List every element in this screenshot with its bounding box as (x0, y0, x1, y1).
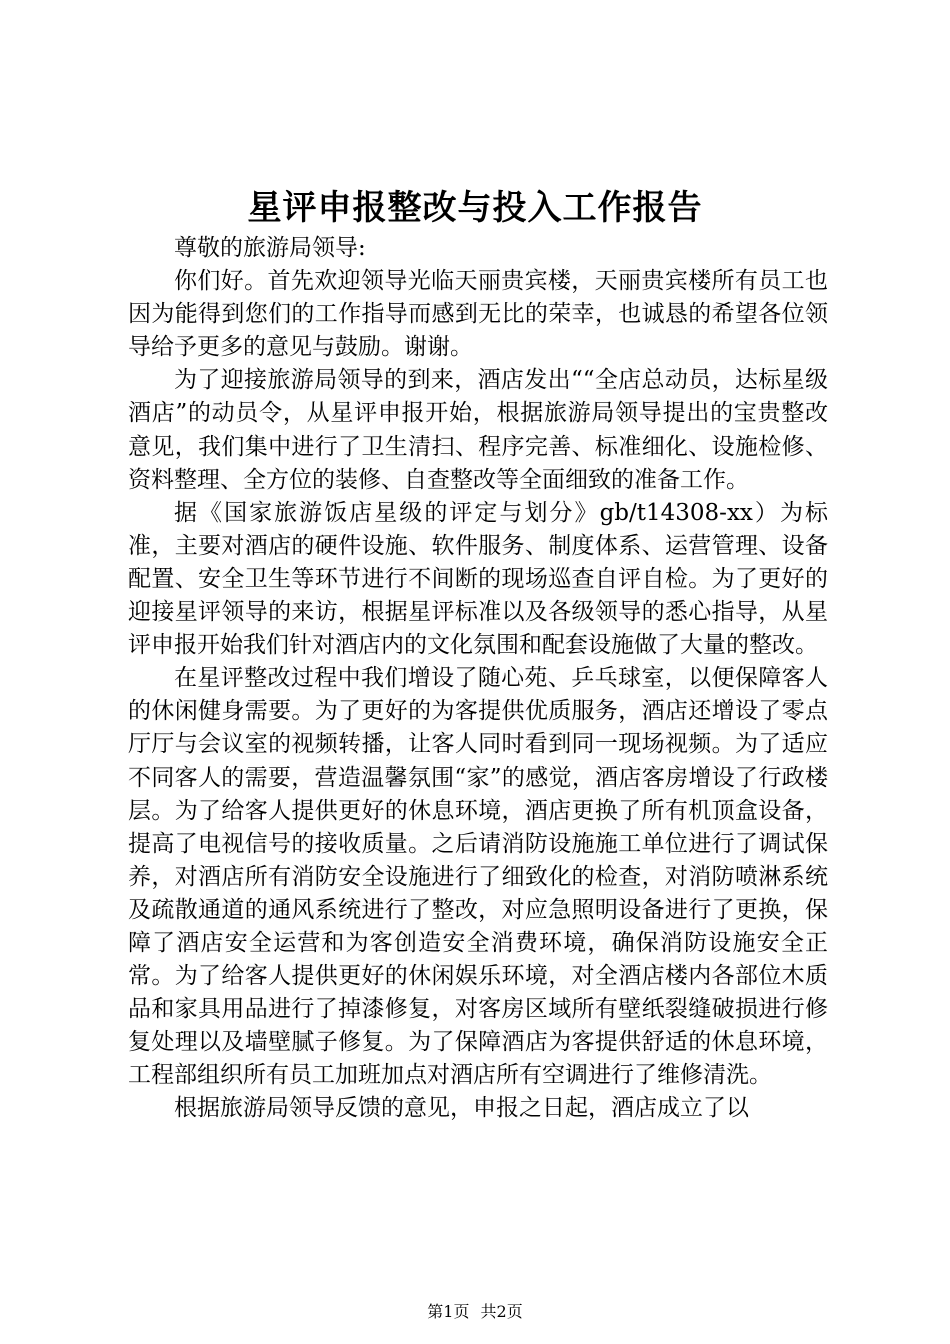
paragraph-standard: 据《国家旅游饭店星级的评定与划分》gb/t14308-xx）为标准，主要对酒店的硬件设施、软件服务、制度体系、运营管理、设备配置、安全卫生等环节进行不间断的现场巡查自评自检。为了更好的迎接星评领导的来访，根据星评标准以及各级领导的悉心指导，从星评申报开始我们针对酒店内的文化氛围和配套设施做了大量的整改。 (128, 499, 828, 659)
page-footer: 第1页 共2页 (427, 1302, 523, 1321)
paragraph-rectification: 在星评整改过程中我们增设了随心苑、乒乓球室，以便保障客人的休闲健身需要。为了更好的为客提供优质服务，酒店还增设了零点厅厅与会议室的视频转播，让客人同时看到同一现场视频。为了适应不同客人的需要，营造温馨氛围“家”的感觉，酒店客房增设了行政楼层。为了给客人提供更好的休息环境，酒店更换了所有机顶盒设备，提高了电视信号的接收质量。之后请消防设施施工单位进行了调试保养，对酒店所有消防安全设施进行了细致化的检查，对消防喷淋系统及疏散通道的通风系统进行了整改，对应急照明设备进行了更换，保障了酒店安全运营和为客创造安全消费环境，确保消防设施安全正常。为了给客人提供更好的休闲娱乐环境，对全酒店楼内各部位木质品和家具用品进行了掉漆修复，对客房区域所有壁纸裂缝破损进行修复处理以及墙壁腻子修复。为了保障酒店为客提供舒适的休息环境，工程部组织所有员工加班加点对酒店所有空调进行了维修清洗。 (128, 665, 828, 1089)
salutation: 尊敬的旅游局领导: (174, 235, 366, 261)
document-title: 星评申报整改与投入工作报告 (247, 188, 703, 228)
paragraph-preparation: 为了迎接旅游局领导的到来，酒店发出““全店总动员，达标星级酒店”的动员令，从星评申报开始，根据旅游局领导提出的宝贵整改意见，我们集中进行了卫生清扫、程序完善、标准细化、设施检修、资料整理、全方位的装修、自查整改等全面细致的准备工作。 (128, 367, 828, 493)
document-body (128, 232, 828, 1126)
paragraph-feedback: 根据旅游局领导反馈的意见，申报之日起，酒店成立了以 (174, 1095, 749, 1122)
paragraph-greeting: 你们好。首先欢迎领导光临天丽贵宾楼，天丽贵宾楼所有员工也因为能得到您们的工作指导而感到无比的荣幸，也诚恳的希望各位领导给予更多的意见与鼓励。谢谢。 (128, 268, 828, 361)
